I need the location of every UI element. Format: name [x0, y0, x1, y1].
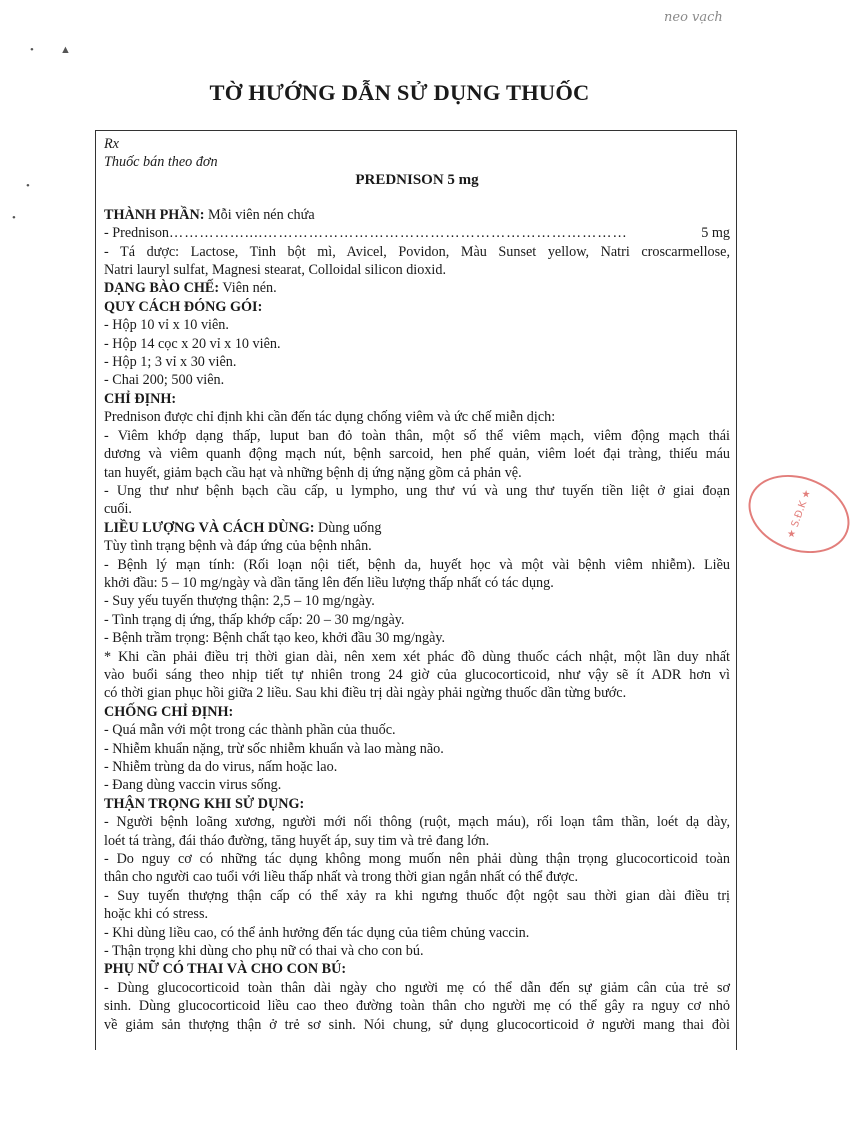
pregnancy-line: - Dùng glucocorticoid toàn thân dài ngày cho người mẹ có thể dẫn đến sự giảm cân của trẻ sơ	[104, 979, 730, 996]
contraindications-line: - Quá mẫn với một trong các thành phần của thuốc.	[104, 722, 396, 739]
dosage-form-value: Viên nén.	[219, 280, 277, 297]
precautions-line: - Khi dùng liều cao, có thể ảnh hưởng đến tác dụng của tiêm chủng vaccin.	[104, 924, 530, 941]
dosage-line: - Suy yếu tuyến thượng thận: 2,5 – 10 mg/ngày.	[104, 593, 375, 610]
active-ingredient-dots: ……………....………………………………………………………………	[169, 225, 628, 242]
packaging-heading: QUY CÁCH ĐÓNG GÓI:	[104, 298, 263, 315]
indications-line: cuối.	[104, 501, 132, 518]
composition-intro: Mỗi viên nén chứa	[204, 206, 315, 223]
dosage-line: vào buổi sáng theo nhịp tiết tự nhiên trong 24 giờ của glucocorticoid, như vậy sẽ ít ADR hơn vì	[104, 666, 730, 683]
indications-line: - Viêm khớp dạng thấp, luput ban đỏ toàn thân, một số thể viêm mạch, viêm động mạch thái	[104, 427, 730, 444]
indications-line: dương và viêm quanh động mạch nút, bệnh sarcoid, hen phế quản, viêm loét đại tràng, thiếu máu	[104, 446, 730, 463]
dosage-line: - Tình trạng dị ứng, thấp khớp cấp: 20 – 30 mg/ngày.	[104, 611, 405, 628]
dosage-form-heading: DẠNG BÀO CHẾ:	[104, 280, 220, 297]
active-ingredient-line	[104, 224, 730, 242]
packaging-item: - Chai 200; 500 viên.	[104, 372, 225, 389]
red-stamp-seal: ★ S.Đ.K ★	[737, 461, 860, 566]
packaging-item: - Hộp 1; 3 vỉ x 30 viên.	[104, 354, 237, 371]
scan-mark: •	[26, 180, 30, 192]
pregnancy-line: về giảm sản thượng thận ở trẻ sơ sinh. Nói chung, sử dụng glucocorticoid ở người mang thai đòi	[104, 1016, 730, 1033]
precautions-line: thân cho người cao tuổi với liều thấp nhất và trong thời gian ngắn nhất có thể được.	[104, 869, 579, 886]
pregnancy-heading: PHỤ NỮ CÓ THAI VÀ CHO CON BÚ:	[104, 961, 347, 978]
dosage-line: - Bệnh trầm trọng: Bệnh chất tạo keo, khởi đầu 30 mg/ngày.	[104, 630, 446, 647]
indications-heading: CHỈ ĐỊNH:	[104, 390, 177, 407]
prescription-note: Thuốc bán theo đơn	[104, 154, 218, 171]
product-name: PREDNISON 5 mg	[355, 171, 479, 188]
precautions-line: - Do nguy cơ có những tác dụng không mong muốn nên phải dùng thận trọng glucocorticoid toàn	[104, 851, 730, 868]
scan-mark: •	[12, 212, 16, 224]
dosage-intro: Dùng uống	[314, 519, 382, 536]
composition-heading-line	[104, 206, 730, 224]
contraindications-line: - Đang dùng vaccin virus sống.	[104, 777, 282, 794]
precautions-line: - Suy tuyến thượng thận cấp có thể xảy ra khi ngưng thuốc đột ngột sau thời gian dài điều trị	[104, 887, 730, 904]
dosage-line: khởi đầu: 5 – 10 mg/ngày và dần tăng lên đến liều lượng thấp nhất có tác dụng.	[104, 574, 554, 591]
dosage-line: * Khi cần phải điều trị thời gian dài, nên xem xét phác đồ dùng thuốc cách nhật, một lần duy nhất	[104, 648, 730, 665]
dosage-heading-line	[104, 519, 730, 537]
composition-heading: THÀNH PHẦN:	[104, 206, 205, 223]
dosage-form-line	[104, 279, 730, 297]
document-title: TỜ HƯỚNG DẪN SỬ DỤNG THUỐC	[209, 80, 590, 105]
active-ingredient-amount: 5 mg	[701, 225, 730, 242]
dosage-heading: LIỀU LƯỢNG VÀ CÁCH DÙNG:	[104, 519, 315, 536]
contraindications-line: - Nhiễm khuẩn nặng, trừ sốc nhiễm khuẩn và lao màng não.	[104, 740, 444, 757]
active-ingredient-name: - Prednison	[104, 225, 170, 242]
packaging-item: - Hộp 10 vỉ x 10 viên.	[104, 317, 229, 334]
rx-label: Rx	[104, 136, 119, 152]
handwritten-note: neo vạch	[664, 10, 723, 25]
dosage-line: Tùy tình trạng bệnh và đáp ứng của bệnh nhân.	[104, 538, 372, 555]
excipients-line: - Tá dược: Lactose, Tinh bột mì, Avicel, Povidon, Màu Sunset yellow, Natri croscarmellose,	[104, 243, 730, 260]
precautions-line: loét tá tràng, đái tháo đường, tăng huyết áp, suy tim và trẻ đang lớn.	[104, 832, 490, 849]
scan-mark: •	[30, 44, 34, 56]
dosage-line: có thời gian phục hồi giữa 2 liều. Sau khi điều trị dài ngày phải ngừng thuốc dần từng bước.	[104, 685, 627, 702]
indications-line: Prednison được chỉ định khi cần đến tác dụng chống viêm và ức chế miễn dịch:	[104, 409, 556, 426]
indications-line: - Ung thư như bệnh bạch cầu cấp, u lympho, ung thư vú và ung thư tuyến tiền liệt ở giai đoạn	[104, 482, 730, 499]
pregnancy-line: sinh. Dùng glucocorticoid liều cao theo đường toàn thân cho người mẹ có thể gây ra nguy cơ nhỏ	[104, 998, 730, 1015]
precautions-line: hoặc khi có stress.	[104, 906, 209, 923]
contraindications-heading: CHỐNG CHỈ ĐỊNH:	[104, 703, 234, 720]
precautions-line: - Người bệnh loãng xương, người mới nối thông (ruột, mạch máu), rối loạn tâm thần, loét dạ dày,	[104, 814, 730, 831]
dosage-line: - Bệnh lý mạn tính: (Rối loạn nội tiết, bệnh da, huyết học và một vài bệnh viêm nhiễm). Liều	[104, 556, 730, 573]
precautions-line: - Thận trọng khi dùng cho phụ nữ có thai và cho con bú.	[104, 943, 424, 960]
leaflet-frame	[95, 130, 737, 1050]
scan-mark: ▲	[60, 44, 71, 56]
contraindications-line: - Nhiễm trùng da do virus, nấm hoặc lao.	[104, 759, 338, 775]
packaging-item: - Hộp 14 cọc x 20 vỉ x 10 viên.	[104, 335, 281, 352]
precautions-heading: THẬN TRỌNG KHI SỬ DỤNG:	[104, 795, 305, 812]
excipients-line: Natri lauryl sulfat, Magnesi stearat, Colloidal silicon dioxid.	[104, 262, 447, 279]
indications-line: tan huyết, giảm bạch cầu hạt và những bệnh dị ứng nặng gồm cả phản vệ.	[104, 464, 522, 481]
